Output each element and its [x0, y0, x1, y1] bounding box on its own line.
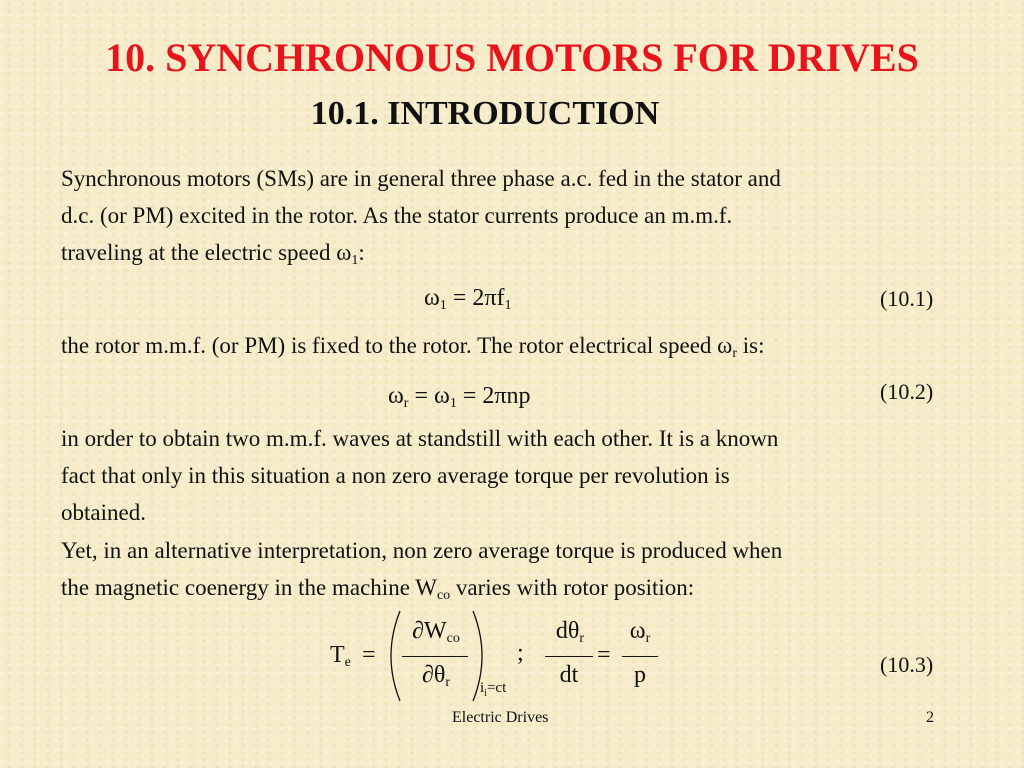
equation-text: ∂W [412, 618, 447, 644]
equation-number-10-1: (10.1) [880, 286, 934, 311]
subscript: e [344, 655, 351, 670]
paragraph-rotor [61, 327, 971, 364]
paragraph-text: the magnetic coenergy in the machine W [61, 575, 437, 600]
equals-sign: = [597, 642, 611, 668]
footer-title: Electric Drives [452, 709, 549, 726]
paragraph-line [61, 327, 971, 364]
paragraph-line [61, 234, 971, 271]
omega-symbol: ω [388, 383, 404, 409]
omega-symbol: ω [424, 285, 440, 311]
separator: ; [517, 640, 524, 666]
equation-10-2 [388, 383, 530, 410]
omega-symbol: ω [629, 618, 646, 644]
equation-text: =ct [486, 680, 507, 696]
paragraph-text: varies with rotor position: [450, 575, 695, 600]
equation-10-1 [424, 285, 511, 312]
equation-text: T [330, 642, 345, 668]
paragraph-line [61, 569, 971, 606]
paragraph-text: traveling at the electric speed ω [61, 240, 352, 265]
subscript: r [732, 346, 737, 361]
subscript: co [446, 631, 460, 646]
equation-text: dθ [555, 618, 580, 644]
fraction-denominator [405, 662, 467, 689]
page-number: 2 [926, 709, 934, 726]
subscript: i [484, 688, 487, 699]
paragraph-line: d.c. (or PM) excited in the rotor. As the stator currents produce an m.m.f. [61, 203, 733, 228]
subscript: 1 [439, 298, 447, 313]
subscript: 1 [351, 253, 359, 268]
paragraph-intro [61, 160, 971, 271]
equation-text: ∂θ [421, 662, 446, 688]
subscript: 1 [449, 396, 457, 411]
fraction-bar [622, 656, 658, 657]
paragraph-line: Yet, in an alternative interpretation, non zero average torque is produced when [61, 538, 783, 563]
paragraph-line: fact that only in this situation a non zero average torque per revolution is [61, 463, 730, 488]
equation-text: = 2πnp [456, 383, 531, 409]
subscript: 1 [504, 298, 512, 313]
slide-title: 10. SYNCHRONOUS MOTORS FOR DRIVES [105, 35, 919, 80]
subscript: r [645, 631, 651, 646]
subscript: co [436, 588, 451, 603]
fraction-bar [402, 656, 468, 657]
equation-text: = 2πf [446, 285, 505, 311]
paragraph-line: Synchronous motors (SMs) are in general three phase a.c. fed in the stator and [61, 166, 781, 191]
paragraph-text: is: [736, 333, 765, 358]
condition-subscript [480, 680, 506, 699]
torque-symbol [330, 642, 351, 669]
paragraph-line: in order to obtain two m.m.f. waves at standstill with each other. It is a known [61, 426, 779, 451]
fraction-numerator [405, 618, 467, 645]
subscript: r [403, 396, 409, 411]
equation-text: i [480, 680, 485, 696]
subscript: r [579, 631, 585, 646]
fraction-numerator [620, 618, 660, 645]
paragraph-text: the rotor m.m.f. (or PM) is fixed to the rotor. The rotor electrical speed ω [61, 333, 733, 358]
section-heading: 10.1. INTRODUCTION [310, 95, 660, 132]
equation-number-10-2: (10.2) [880, 379, 934, 404]
fraction-denominator: p [634, 662, 646, 688]
paragraph-line: obtained. [61, 500, 146, 525]
paragraph-coenergy [61, 532, 971, 606]
paragraph-text: : [358, 240, 365, 265]
equals-sign: = [362, 642, 376, 668]
fraction-numerator [545, 618, 595, 645]
fraction-denominator: dt [559, 662, 579, 688]
subscript: r [445, 675, 451, 690]
equation-number-10-3: (10.3) [880, 652, 934, 677]
paragraph-mmf [61, 420, 971, 531]
fraction-bar [545, 656, 593, 657]
equation-text: = ω [408, 383, 450, 409]
